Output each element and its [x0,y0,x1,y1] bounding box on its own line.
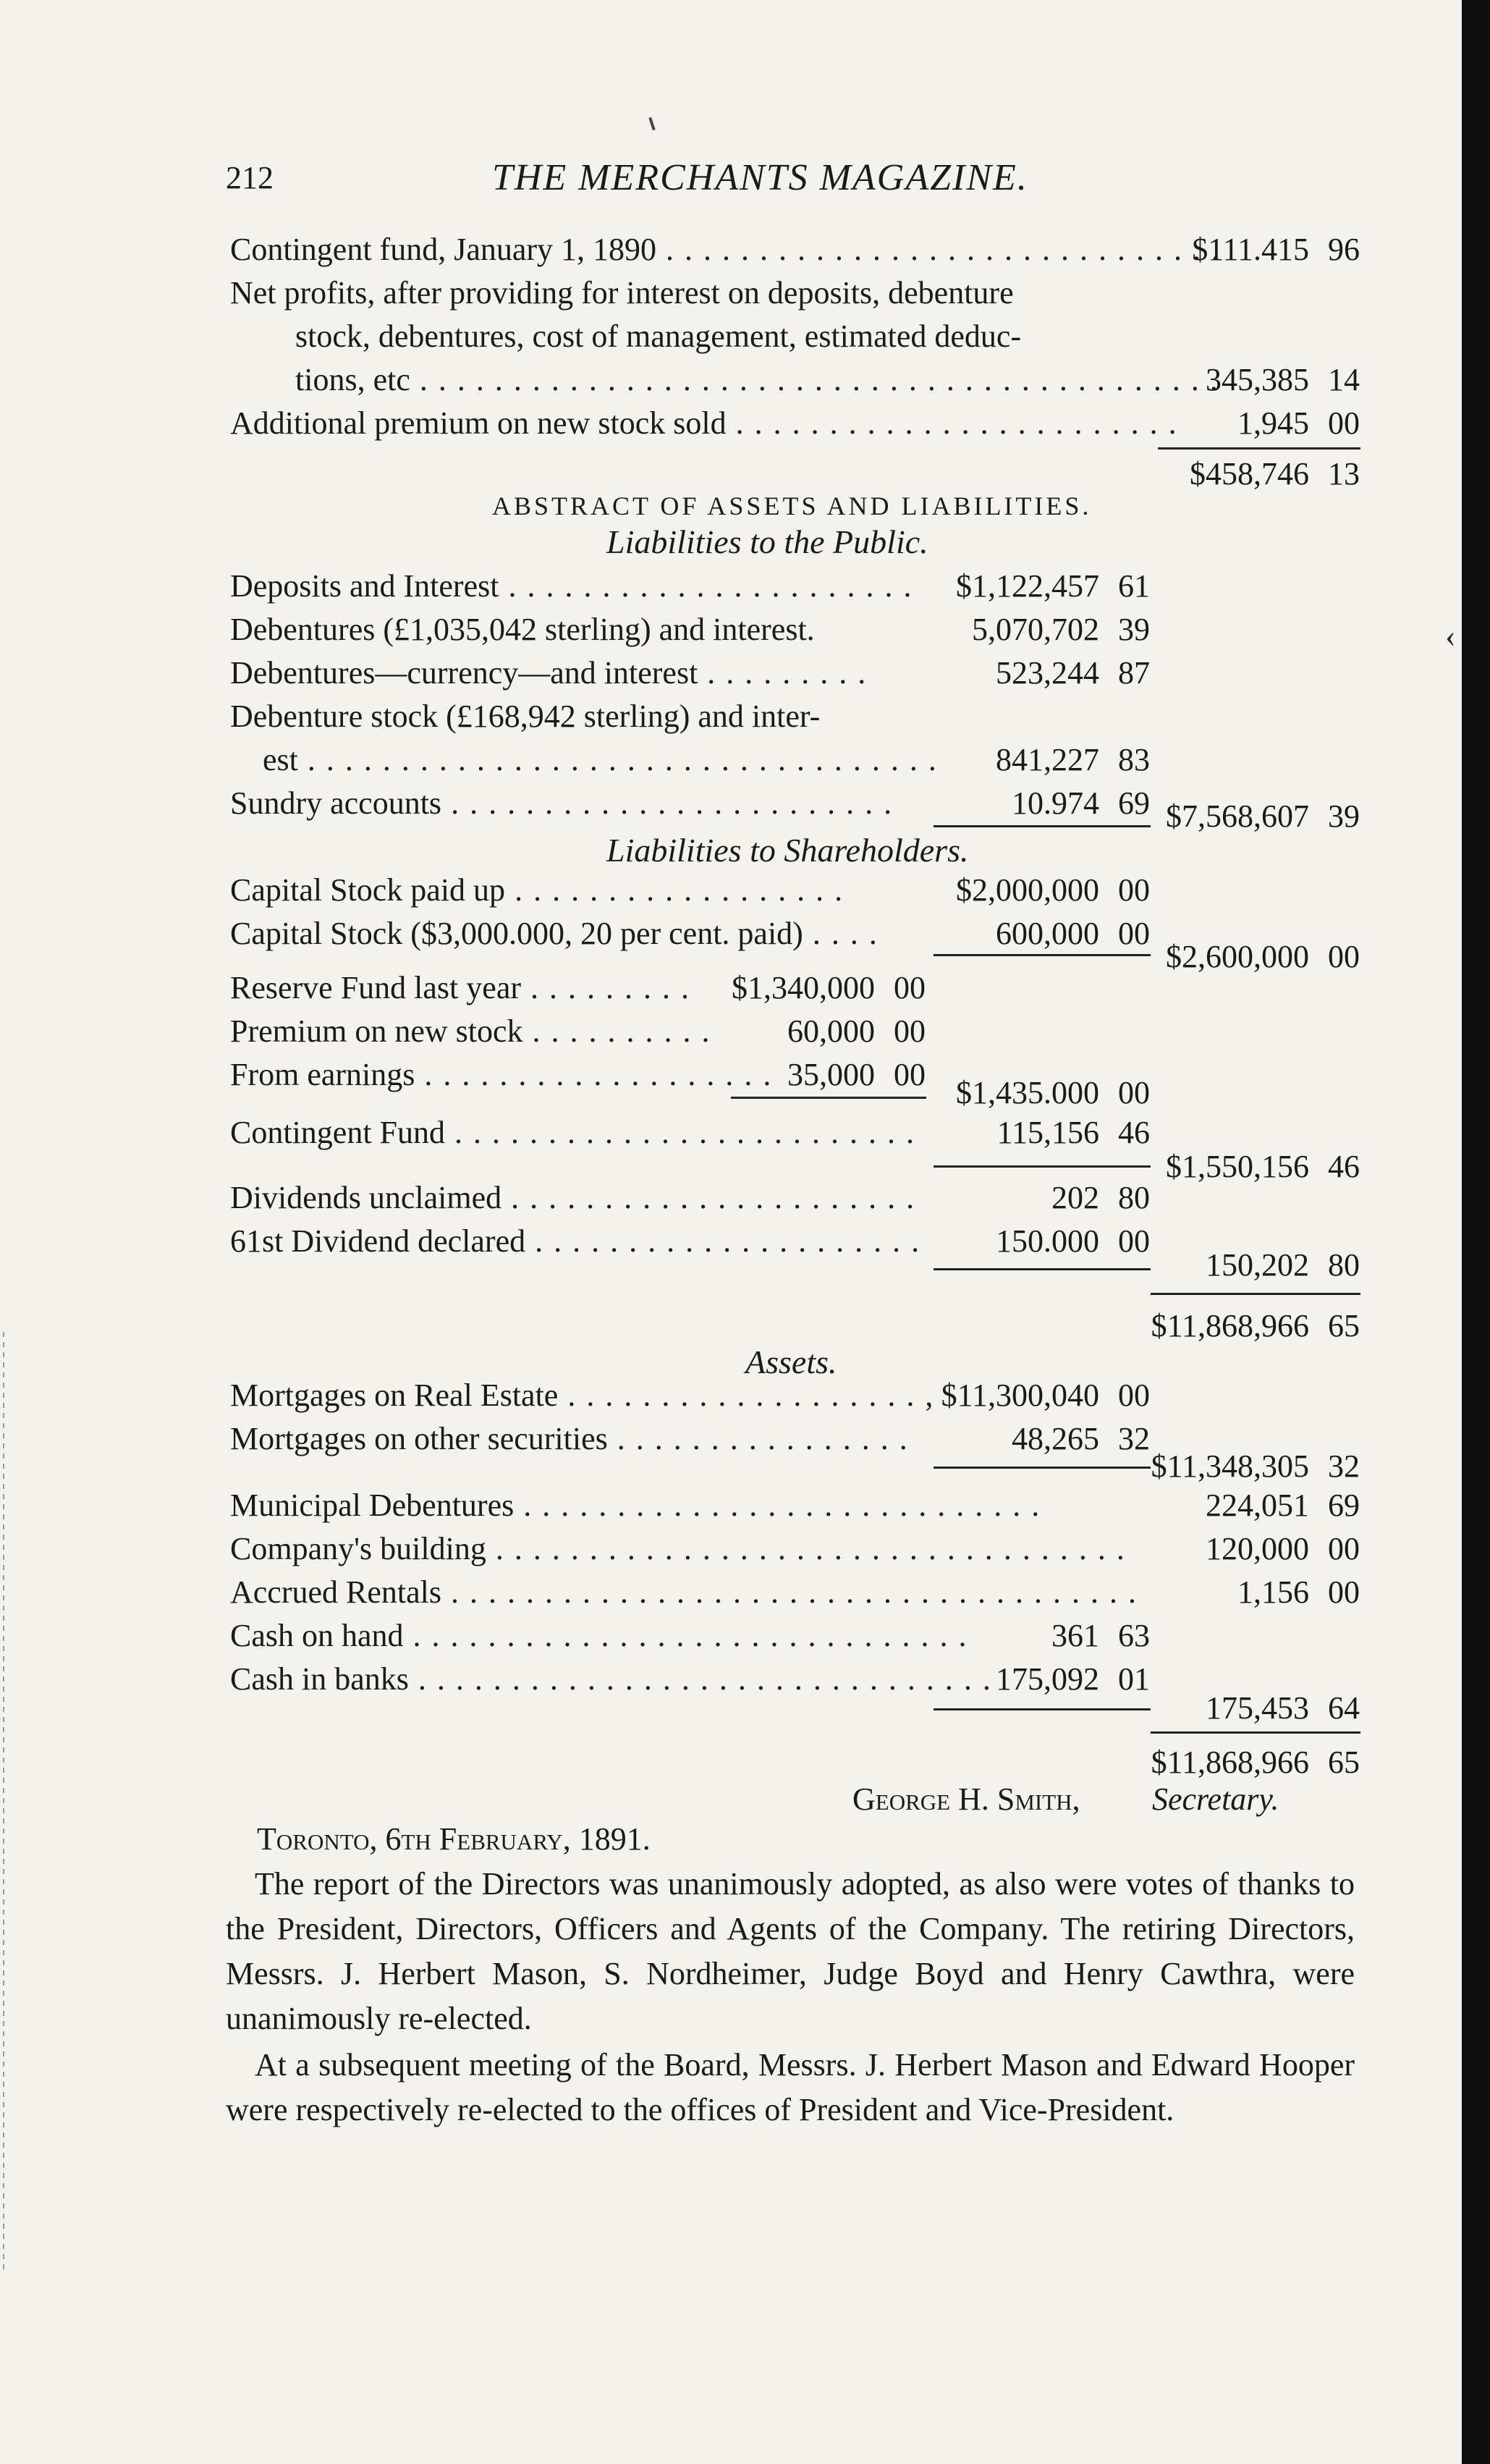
section-heading-public: Liabilities to the Public. [606,523,928,560]
row-amount: 175,092 01 [996,1661,1150,1697]
row-amount: 150.000 00 [996,1223,1150,1259]
scan-margin-dots [3,1332,4,2273]
ledger-row: Premium on new stock . . . . . . . . . . [230,1013,711,1049]
cash-total: 175,453 64 [1206,1690,1360,1726]
ledger-row: Contingent fund, January 1, 1890 . . . . . . . . . . . . . . . . . . . . . . . . . . . . . . [230,232,1222,267]
subtotal-rule [934,825,1151,827]
signatory-name: George H. Smith, [852,1781,1080,1817]
mortgages-total: $11,348,305 32 [1151,1448,1360,1484]
subtotal-rule [934,1165,1151,1168]
ledger-row: Deposits and Interest . . . . . . . . . . . . . . . . . . . . . . [230,568,913,604]
ledger-row: Debentures (£1,035,042 sterling) and interest. [230,612,815,647]
row-amount: 35,000 00 [787,1057,926,1092]
ledger-row: 61st Dividend declared . . . . . . . . . . . . . . . . . . . . . [230,1223,921,1259]
public-total: $7,568,607 39 [1166,798,1360,834]
ledger-row: Dividends unclaimed . . . . . . . . . . . . . . . . . . . . . . [230,1180,916,1215]
subtotal-rule [934,1708,1151,1710]
row-amount: $2,000,000 00 [956,872,1150,908]
row-amount: $1,122,457 61 [956,568,1150,604]
ledger-row: Cash on hand . . . . . . . . . . . . . . . . . . . . . . . . . . . . . . [230,1618,968,1653]
row-amount: 345,385 14 [1206,362,1360,397]
row-amount: 224,051 69 [1206,1488,1360,1523]
ledger-row: Municipal Debentures . . . . . . . . . . . . . . . . . . . . . . . . . . . . [230,1488,1041,1523]
ledger-row: Cash in banks . . . . . . . . . . . . . . . . . . . . . . . . . . . . . . . [230,1661,992,1697]
ledger-row: From earnings . . . . . . . . . . . . . . . . . . . [230,1057,773,1092]
ledger-row: Capital Stock ($3,000.000, 20 per cent. paid) . . . . [230,916,879,951]
subtotal-rule [934,954,1151,956]
subtotal-rule [731,1097,926,1099]
scan-speck [648,117,655,130]
total-rule [1151,1731,1360,1734]
row-amount: 10.974 69 [1012,785,1150,821]
page-number: 212 [226,160,274,195]
ledger-row: Debentures—currency—and interest . . . . . . . . . [230,655,868,691]
row-amount: 361 63 [1051,1618,1150,1653]
magazine-title: THE MERCHANTS MAGAZINE. [492,157,1028,198]
body-paragraph: The report of the Directors was unanimously adopted, as also were votes of thanks to the President, Directors, Officers and Agents of the Company. The retiring Directors, Messrs. J. Herbert Mason, S. Nordheimer, Judge Boyd and Henry Cawthra, were unanimously re-elected. [226,1866,1355,2036]
row-amount: $11,300,040 00 [941,1377,1150,1413]
assets-grand-total: $11,868,966 65 [1151,1744,1360,1780]
ledger-row: Accrued Rentals . . . . . . . . . . . . . . . . . . . . . . . . . . . . . . . . . . . . . [230,1574,1138,1610]
ledger-row: tions, etc . . . . . . . . . . . . . . . . . . . . . . . . . . . . . . . . . . . . . . . . . . . [295,362,1219,397]
ledger-row: Additional premium on new stock sold . . . . . . . . . . . . . . . . . . . . . . . . [230,405,1178,441]
dateline: Toronto, 6th February, 1891. [257,1821,651,1857]
row-amount: $111.415 96 [1192,232,1360,267]
opening-total: $458,746 13 [1190,456,1360,491]
section-heading-shareholders: Liabilities to Shareholders. [606,832,969,869]
scan-edge-shadow [1462,0,1490,2464]
ledger-row: Mortgages on other securities . . . . . . . . . . . . . . . . [230,1421,909,1456]
row-label-wrapped: Net profits, after providing for interest on deposits, debenture [230,275,1014,311]
capital-total: $2,600,000 00 [1166,939,1360,974]
total-rule [1158,447,1360,450]
abstract-heading: ABSTRACT OF ASSETS AND LIABILITIES. [492,491,1092,520]
ledger-row: Company's building . . . . . . . . . . . . . . . . . . . . . . . . . . . . . . . . . . [230,1531,1126,1566]
row-amount: $1,340,000 00 [732,970,926,1005]
row-amount: 5,070,702 39 [972,612,1150,647]
ledger-row: Reserve Fund last year . . . . . . . . . [230,970,690,1005]
ledger-row: Capital Stock paid up . . . . . . . . . . . . . . . . . . [230,872,845,908]
body-paragraph: At a subsequent meeting of the Board, Messrs. J. Herbert Mason and Edward Hooper were respectively re-elected to the offices of President and Vice-President. [226,2047,1355,2127]
row-label: Additional premium on new stock sold [230,405,727,441]
dividend-total: 150,202 80 [1206,1247,1360,1283]
row-amount: 600,000 00 [996,916,1150,951]
row-amount: 115,156 46 [996,1115,1150,1150]
ledger-row: est . . . . . . . . . . . . . . . . . . . . . . . . . . . . . . . . . . [263,742,938,777]
subtotal-rule [934,1467,1151,1469]
row-label-wrapped: stock, debentures, cost of management, estimated deduc- [295,318,1022,354]
row-amount: 60,000 00 [787,1013,926,1049]
fund-total: $1,550,156 46 [1166,1149,1360,1184]
row-label: tions, etc [295,362,410,397]
row-amount: 841,227 83 [996,742,1150,777]
ledger-row: Contingent Fund . . . . . . . . . . . . . . . . . . . . . . . . . [230,1115,916,1150]
signatory-title: Secretary. [1152,1781,1279,1817]
total-rule [1151,1293,1360,1295]
row-label: Contingent fund, January 1, 1890 [230,232,657,267]
reserve-total: $1,435.000 00 [956,1075,1150,1110]
liabilities-grand-total: $11,868,966 65 [1151,1308,1360,1343]
row-amount: 1,156 00 [1237,1574,1360,1610]
row-label-wrapped: Debenture stock (£168,942 sterling) and inter- [230,699,821,734]
subtotal-rule [934,1268,1151,1270]
row-amount: 48,265 32 [1012,1421,1150,1456]
row-amount: 120,000 00 [1206,1531,1360,1566]
ledger-row: Mortgages on Real Estate . . . . . . . . . . . . . . . . . . . , [230,1377,935,1413]
page-header [226,159,1369,210]
section-heading-assets: Assets. [745,1343,837,1380]
row-amount: 1,945 00 [1237,405,1360,441]
row-amount: 523,244 87 [996,655,1150,691]
ledger-row: Sundry accounts . . . . . . . . . . . . . . . . . . . . . . . . [230,785,894,821]
scan-edge-mark: ‹ [1445,618,1456,654]
row-amount: 202 80 [1051,1180,1150,1215]
